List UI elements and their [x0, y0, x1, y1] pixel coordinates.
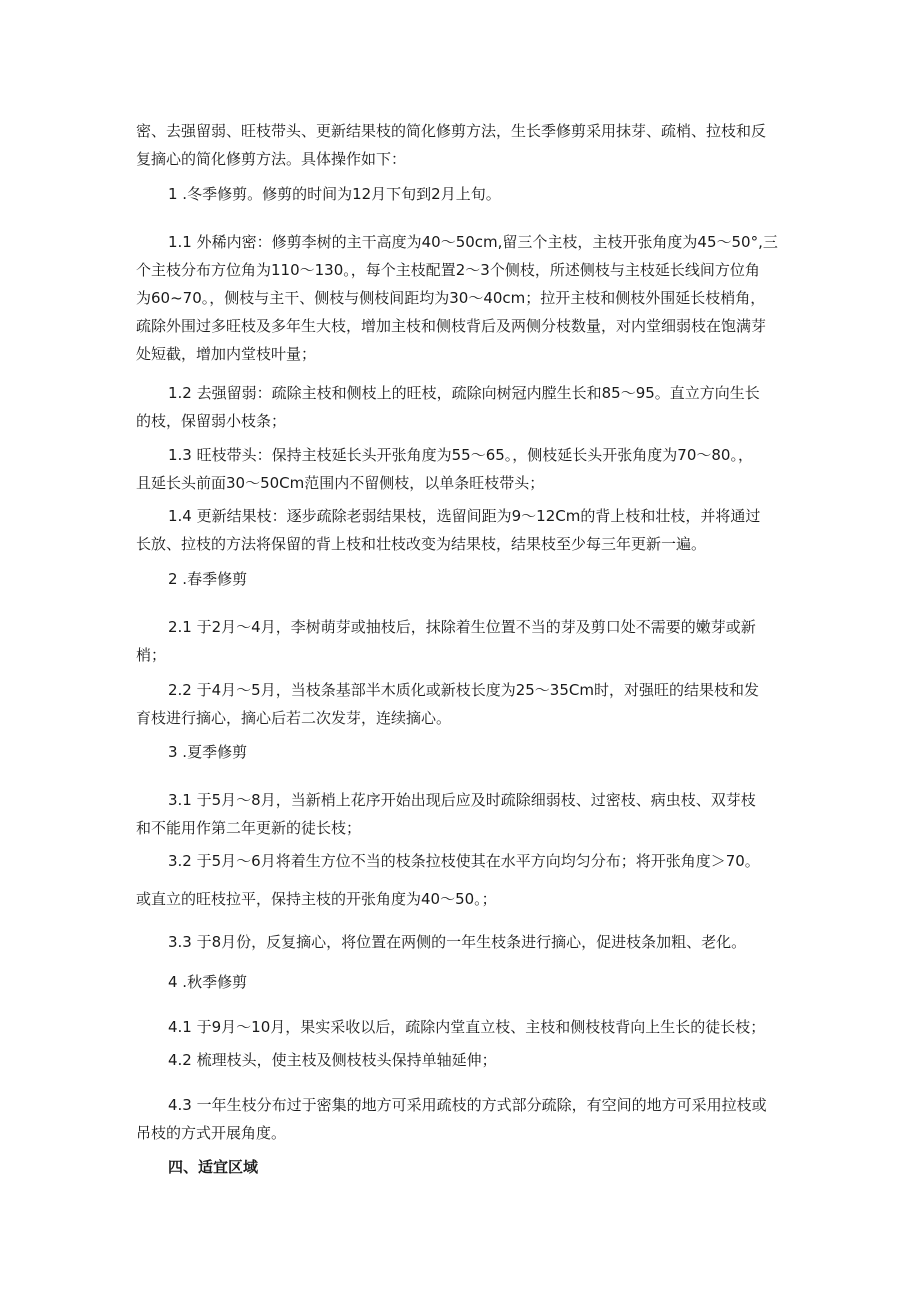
- paragraph-3-2: [136, 847, 796, 913]
- p1-1-line-2: 个主枝分布方位角为110～130。，每个主枝配置2～3个侧枝，所述侧枝与主枝延长线间方位角: [136, 261, 760, 279]
- p2-1-line-1: 2.1 于2月～4月，李树萌芽或抽枝后，抹除着生位置不当的芽及剪口处不需要的嫩芽或新: [168, 618, 756, 636]
- p1-1-line-1: 1.1 外稀内密：修剪李树的主干高度为40～50cm,留三个主枝，主枝开张角度为45～50°,三: [168, 233, 778, 251]
- p2-1-line-2: 梢；: [136, 646, 167, 664]
- p1-3-line-2: 且延长头前面30～50Cm范围内不留侧枝，以单条旺枝带头；: [136, 474, 545, 492]
- p1-1-line-3: 为60~70。，侧枝与主干、侧枝与侧枝间距均为30～40cm；拉开主枝和侧枝外围延长枝梢角，: [136, 289, 766, 307]
- intro-line-1: 密、去强留弱、旺枝带头、更新结果枝的简化修剪方法，生长季修剪采用抹芽、疏梢、拉枝和反: [136, 122, 767, 140]
- section-4-title: [136, 968, 796, 996]
- paragraph-2-2: [136, 676, 796, 732]
- p2-2-line-2: 育枝进行摘心，摘心后若二次发芽，连续摘心。: [136, 709, 452, 727]
- paragraph-3-1: [136, 786, 796, 842]
- p1-2-line-2: 的枝，保留弱小枝条；: [136, 412, 287, 430]
- p4-3-line-2: 吊枝的方式开展角度。: [136, 1124, 287, 1142]
- p3-3-line-1: 3.3 于8月份，反复摘心，将位置在两侧的一年生枝条进行摘心，促进枝条加粗、老化。: [168, 933, 747, 951]
- intro-paragraph: [136, 117, 796, 173]
- p4-1-line-1: 4.1 于9月～10月，果实采收以后，疏除内堂直立枝、主枝和侧枝枝背向上生长的徒长枝；: [168, 1018, 766, 1036]
- paragraph-1-3: [136, 441, 796, 497]
- p1-3-line-1: 1.3 旺枝带头：保持主枝延长头开张角度为55～65。，侧枝延长头开张角度为70～80。，: [168, 446, 753, 464]
- p1-2-line-1: 1.2 去强留弱：疏除主枝和侧枝上的旺枝，疏除向树冠内膛生长和85～95。直立方向生长: [168, 384, 760, 402]
- p1-1-line-5: 处短截，增加内堂枝叶量；: [136, 345, 317, 363]
- paragraph-2-1: [136, 613, 796, 669]
- p2-2-line-1: 2.2 于4月～5月，当枝条基部半木质化或新枝长度为25～35Cm时，对强旺的结果枝和发: [168, 681, 759, 699]
- section-3-title: [136, 738, 796, 766]
- paragraph-4-1: [136, 1013, 796, 1041]
- p3-1-line-1: 3.1 于5月～8月，当新梢上花序开始出现后应及时疏除细弱枝、过密枝、病虫枝、双芽枝: [168, 791, 756, 809]
- p4-2-line-1: 4.2 梳理枝头，使主枝及侧枝枝头保持单轴延伸；: [168, 1051, 497, 1069]
- paragraph-1-1: [136, 228, 796, 368]
- intro-line-2: 复摘心的简化修剪方法。具体操作如下：: [136, 150, 407, 168]
- p3-2-line-2: 或直立的旺枝拉平，保持主枝的开张角度为40～50。；: [136, 890, 497, 908]
- p4-3-line-1: 4.3 一年生枝分布过于密集的地方可采用疏枝的方式部分疏除，有空间的地方可采用拉枝或: [168, 1096, 767, 1114]
- p1-4-line-2: 长放、拉枝的方法将保留的背上枝和壮枝改变为结果枝，结果枝至少每三年更新一遍。: [136, 535, 707, 553]
- p1-4-line-1: 1.4 更新结果枝：逐步疏除老弱结果枝，选留间距为9～12Cm的背上枝和壮枝，并将通过: [168, 507, 761, 525]
- section-4-title-text: 4 .秋季修剪: [168, 973, 248, 991]
- section-heading-suitable-area: [136, 1153, 796, 1181]
- paragraph-4-3: [136, 1091, 796, 1147]
- paragraph-1-2: [136, 379, 796, 435]
- paragraph-1-4: [136, 502, 796, 558]
- p3-2-line-1: 3.2 于5月～6月将着生方位不当的枝条拉枝使其在水平方向均匀分布；将开张角度＞70。: [168, 852, 760, 870]
- section-1-title: [136, 180, 796, 208]
- section-1-title-text: 1 .冬季修剪。修剪的时间为12月下旬到2月上旬。: [168, 185, 501, 203]
- p3-1-line-2: 和不能用作第二年更新的徒长枝；: [136, 819, 362, 837]
- section-3-title-text: 3 .夏季修剪: [168, 743, 248, 761]
- paragraph-3-3: [136, 928, 796, 956]
- section-heading-suitable-area-text: 四、适宜区域: [168, 1158, 259, 1176]
- section-2-title-text: 2 .春季修剪: [168, 570, 248, 588]
- p1-1-line-4: 疏除外围过多旺枝及多年生大枝，增加主枝和侧枝背后及两侧分枝数量，对内堂细弱枝在饱满芽: [136, 317, 767, 335]
- paragraph-4-2: [136, 1046, 796, 1074]
- section-2-title: [136, 565, 796, 593]
